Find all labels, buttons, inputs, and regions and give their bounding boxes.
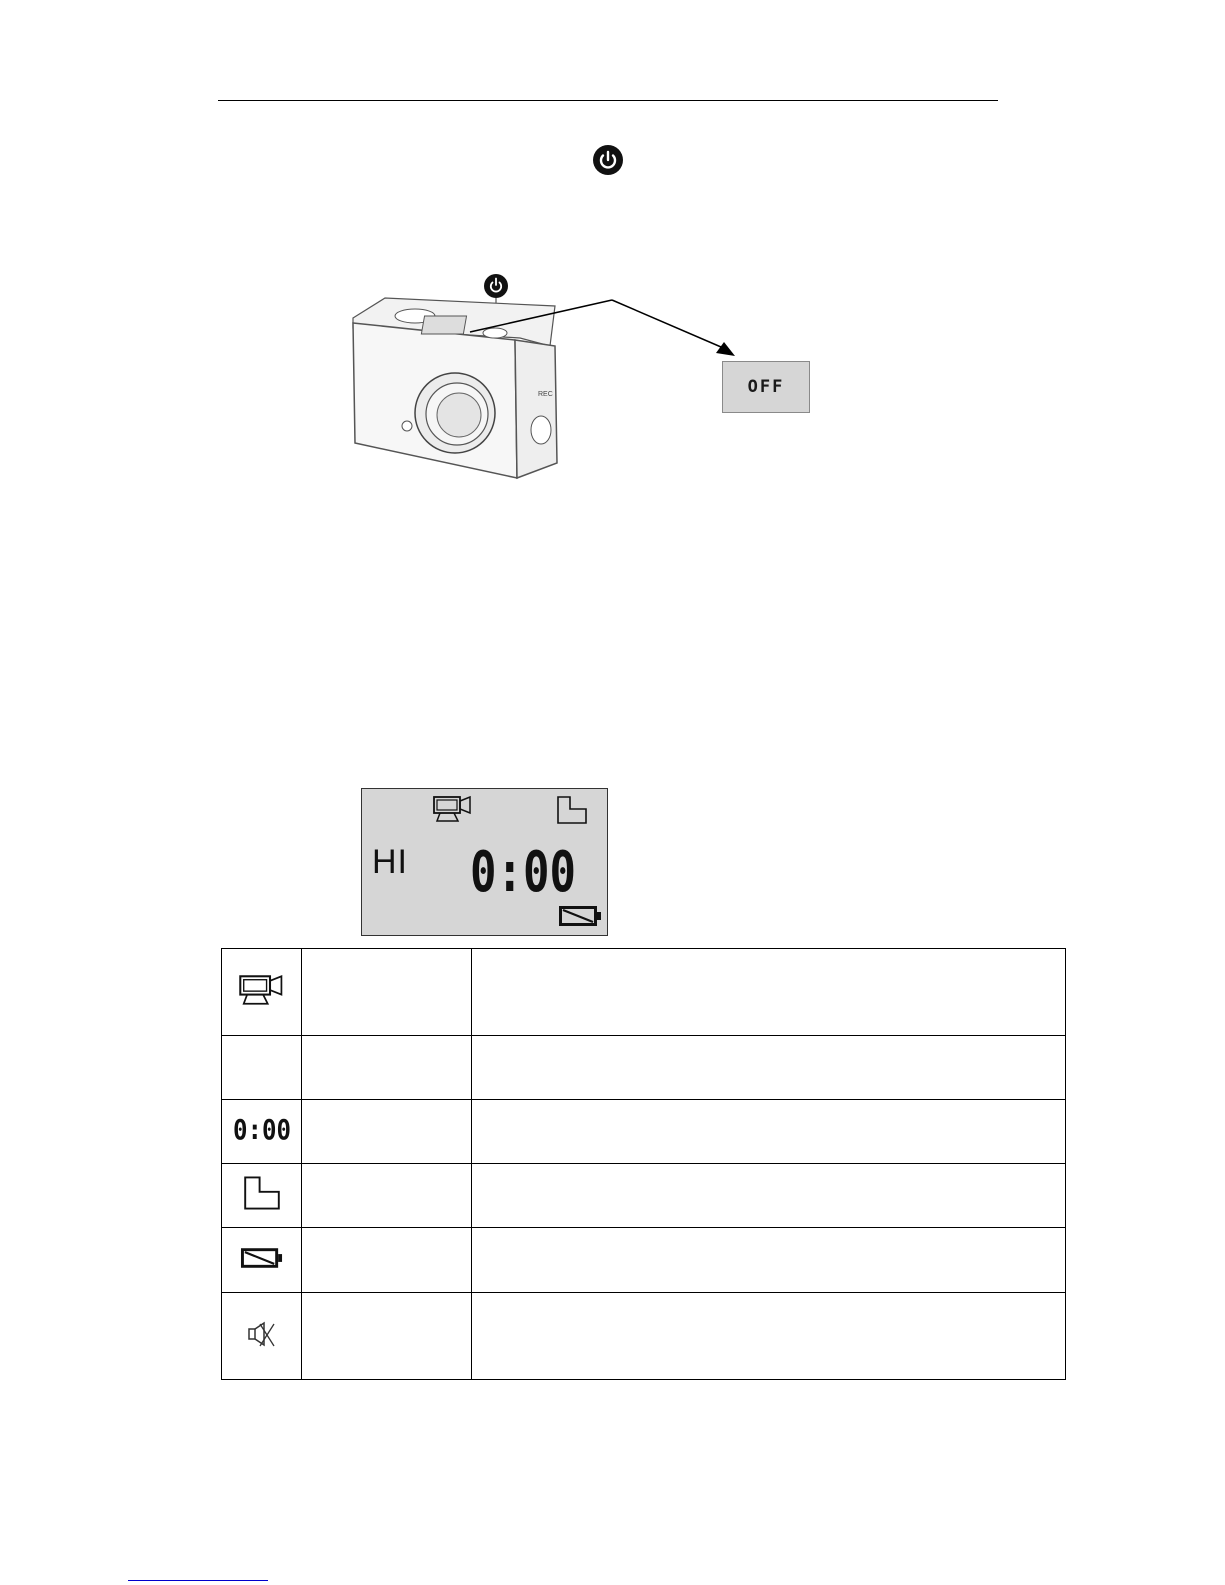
icon-cell xyxy=(222,1036,302,1100)
icon-cell xyxy=(222,1228,302,1293)
legend-name xyxy=(302,1100,472,1164)
battery-empty-icon xyxy=(240,1246,284,1270)
table-row xyxy=(222,1164,1066,1228)
lcd-screen xyxy=(361,788,608,936)
video-camera-icon xyxy=(238,973,286,1007)
speaker-mute-icon xyxy=(246,1319,278,1349)
legend-name xyxy=(302,949,472,1036)
legend-description xyxy=(472,949,1066,1036)
camera-illustration xyxy=(345,268,570,483)
icon-cell xyxy=(222,1293,302,1380)
legend-description xyxy=(472,1293,1066,1380)
lcd-off-text: OFF xyxy=(747,377,785,397)
video-camera-icon xyxy=(432,795,474,823)
icon-legend-table xyxy=(221,948,1066,1380)
icon-cell xyxy=(222,1164,302,1228)
table-row xyxy=(222,1293,1066,1380)
table-row xyxy=(222,1100,1066,1164)
battery-empty-icon xyxy=(558,904,603,928)
legend-description xyxy=(472,1164,1066,1228)
lcd-off-display xyxy=(722,361,810,413)
time-counter xyxy=(470,840,580,905)
resolution-indicator: HI xyxy=(372,843,408,881)
icon-cell xyxy=(222,1100,302,1164)
power-icon xyxy=(484,274,508,298)
legend-name xyxy=(302,1036,472,1100)
legend-description xyxy=(472,1228,1066,1293)
table-row xyxy=(222,1036,1066,1100)
icon-cell xyxy=(222,949,302,1036)
header-rule xyxy=(218,100,998,101)
legend-description xyxy=(472,1036,1066,1100)
time-counter-icon xyxy=(232,1113,292,1146)
legend-name xyxy=(302,1164,472,1228)
legend-name xyxy=(302,1293,472,1380)
time-counter-icon-text: 0:00 xyxy=(232,1113,291,1146)
power-icon xyxy=(592,144,624,176)
legend-description xyxy=(472,1100,1066,1164)
svg-text:REC: REC xyxy=(538,391,553,398)
memory-card-icon xyxy=(556,795,588,825)
table-row xyxy=(222,1228,1066,1293)
table-row xyxy=(222,949,1066,1036)
footnote-rule xyxy=(128,1580,268,1581)
legend-name xyxy=(302,1228,472,1293)
time-counter-text: 0:00 xyxy=(470,840,576,905)
memory-card-icon xyxy=(242,1175,282,1211)
